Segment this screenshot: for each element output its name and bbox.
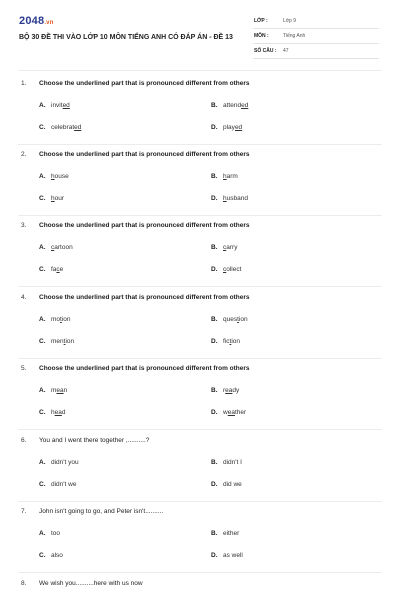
meta-value: Lớp 9 xyxy=(283,18,297,24)
answer-option[interactable] xyxy=(211,244,237,251)
answer-option[interactable] xyxy=(39,552,63,559)
question-number: 4. xyxy=(21,294,27,301)
meta-key: SỐ CÂU : xyxy=(254,48,277,54)
option-letter: A. xyxy=(39,244,46,251)
option-text-part: fic xyxy=(223,338,230,345)
meta-subject xyxy=(253,29,379,44)
option-text xyxy=(223,266,241,273)
option-text-part: play xyxy=(223,124,235,131)
option-text-part: d xyxy=(61,409,66,416)
option-underlined-part: h xyxy=(223,173,227,180)
option-text-part: usband xyxy=(226,195,248,202)
answer-option[interactable] xyxy=(39,409,65,416)
option-text-part: too xyxy=(51,530,61,537)
option-letter: B. xyxy=(211,102,218,109)
option-text xyxy=(51,102,70,109)
option-text xyxy=(51,387,67,394)
option-letter: D. xyxy=(211,124,218,131)
answer-option[interactable] xyxy=(211,102,248,109)
option-letter: B. xyxy=(211,316,218,323)
option-text-part: h xyxy=(51,409,55,416)
option-text xyxy=(223,173,238,180)
option-underlined-part: ed xyxy=(62,102,70,109)
option-letter: D. xyxy=(211,481,218,488)
option-text xyxy=(51,459,79,466)
logo-text: 2048 xyxy=(19,15,45,27)
option-text xyxy=(223,530,239,537)
answer-option[interactable] xyxy=(39,338,74,345)
option-underlined-part: h xyxy=(51,173,55,180)
option-underlined-part: c xyxy=(223,244,227,251)
answer-option[interactable] xyxy=(39,387,67,394)
option-text-part: men xyxy=(51,338,64,345)
option-text xyxy=(51,173,69,180)
meta-value: Tiếng Anh xyxy=(283,33,306,39)
option-letter: C. xyxy=(39,124,46,131)
question-text: John isn't going to go, and Peter isn't.......... xyxy=(39,508,164,515)
option-text-part: mo xyxy=(51,316,61,323)
answer-option[interactable] xyxy=(211,195,248,202)
option-underlined-part: ea xyxy=(56,387,64,394)
option-text xyxy=(51,244,73,251)
option-underlined-part: h xyxy=(223,195,227,202)
meta-key: LỚP : xyxy=(254,18,268,24)
option-text xyxy=(223,409,246,416)
option-letter: C. xyxy=(39,195,46,202)
option-text-part: ion xyxy=(65,338,75,345)
option-underlined-part: t xyxy=(229,338,232,345)
option-text xyxy=(223,195,248,202)
answer-option[interactable] xyxy=(39,530,60,537)
option-letter: C. xyxy=(39,266,46,273)
answer-option[interactable] xyxy=(211,316,248,323)
option-letter: A. xyxy=(39,387,46,394)
option-text xyxy=(51,409,65,416)
question-text: Choose the underlined part that is pronounced different from others xyxy=(39,80,250,87)
option-underlined-part: t xyxy=(237,316,239,323)
option-text-part: attend xyxy=(223,102,242,109)
option-text xyxy=(51,530,60,537)
option-underlined-part: h xyxy=(51,195,55,202)
option-underlined-part: ed xyxy=(74,124,82,131)
option-text-part: w xyxy=(223,409,228,416)
option-text-part: as well xyxy=(223,552,243,559)
option-letter: C. xyxy=(39,552,46,559)
divider xyxy=(18,429,382,430)
option-text-part: ion xyxy=(238,316,248,323)
option-text-part: ouse xyxy=(54,173,69,180)
option-letter: A. xyxy=(39,459,46,466)
option-text xyxy=(51,195,64,202)
option-underlined-part: c xyxy=(223,266,227,273)
option-underlined-part: t xyxy=(60,316,62,323)
answer-option[interactable] xyxy=(39,481,76,488)
option-text xyxy=(223,102,248,109)
option-letter: D. xyxy=(211,338,218,345)
meta-question-count xyxy=(253,44,379,59)
option-letter: D. xyxy=(211,409,218,416)
question-number: 2. xyxy=(21,151,27,158)
option-text-part: arry xyxy=(226,244,238,251)
option-text-part: didn't you xyxy=(51,459,79,466)
divider xyxy=(18,215,382,216)
option-text-part: our xyxy=(54,195,65,202)
meta-grade xyxy=(253,14,379,29)
option-text-part: didn't I xyxy=(223,459,242,466)
option-text-part: artoon xyxy=(54,244,73,251)
answer-option[interactable] xyxy=(211,338,240,345)
option-underlined-part: ea xyxy=(227,409,235,416)
option-underlined-part: c xyxy=(51,244,55,251)
answer-option[interactable] xyxy=(39,316,71,323)
question-number: 6. xyxy=(21,437,27,444)
option-letter: A. xyxy=(39,530,46,537)
question-number: 7. xyxy=(21,508,27,515)
option-underlined-part: ea xyxy=(225,387,233,394)
answer-option[interactable] xyxy=(211,124,242,131)
option-text-part: e xyxy=(59,266,64,273)
option-text-part: either xyxy=(223,530,240,537)
site-logo[interactable] xyxy=(19,15,54,27)
option-text-part: ques xyxy=(223,316,238,323)
option-text-part: dy xyxy=(232,387,240,394)
answer-option[interactable] xyxy=(211,459,242,466)
question-number: 1. xyxy=(21,80,27,87)
option-letter: B. xyxy=(211,459,218,466)
option-underlined-part: c xyxy=(56,266,60,273)
option-text-part: also xyxy=(51,552,63,559)
option-text-part: ion xyxy=(61,316,71,323)
answer-option[interactable] xyxy=(39,124,81,131)
divider xyxy=(18,70,382,71)
option-letter: C. xyxy=(39,481,46,488)
option-letter: D. xyxy=(211,552,218,559)
answer-option[interactable] xyxy=(211,481,242,488)
option-text xyxy=(51,552,63,559)
question-text: Choose the underlined part that is pronounced different from others xyxy=(39,151,250,158)
option-letter: A. xyxy=(39,102,46,109)
option-text-part: fa xyxy=(51,266,57,273)
option-text xyxy=(223,387,239,394)
question-text: We wish you..........here with us now xyxy=(39,580,143,587)
option-letter: D. xyxy=(211,266,218,273)
divider xyxy=(18,144,382,145)
question-text: Choose the underlined part that is pronounced different from others xyxy=(39,222,250,229)
answer-option[interactable] xyxy=(211,409,246,416)
option-text xyxy=(223,552,243,559)
page-title: BỘ 30 ĐỀ THI VÀO LỚP 10 MÔN TIẾNG ANH CÓ ĐÁP ÁN - ĐỀ 13 xyxy=(19,34,233,41)
option-text-part: ion xyxy=(231,338,240,345)
option-text xyxy=(223,244,237,251)
answer-option[interactable] xyxy=(211,530,239,537)
question-number: 8. xyxy=(21,580,27,587)
option-text-part: didn't we xyxy=(51,481,77,488)
answer-option[interactable] xyxy=(39,459,79,466)
option-text xyxy=(223,481,242,488)
option-letter: A. xyxy=(39,173,46,180)
option-letter: C. xyxy=(39,409,46,416)
option-text-part: invit xyxy=(51,102,63,109)
answer-option[interactable] xyxy=(211,173,238,180)
divider xyxy=(18,501,382,502)
option-letter: B. xyxy=(211,173,218,180)
option-text-part: did we xyxy=(223,481,242,488)
answer-option[interactable] xyxy=(211,387,239,394)
option-text-part: n xyxy=(63,387,68,394)
answer-option[interactable] xyxy=(39,195,64,202)
answer-option[interactable] xyxy=(39,244,73,251)
option-text xyxy=(223,124,242,131)
question-text: You and I went there together ,..........? xyxy=(39,437,150,444)
option-text-part: ther xyxy=(234,409,247,416)
divider xyxy=(18,572,382,573)
option-text xyxy=(51,338,74,345)
question-text: Choose the underlined part that is pronounced different from others xyxy=(39,294,250,301)
option-text-part: ollect xyxy=(226,266,242,273)
option-text xyxy=(51,481,76,488)
option-text xyxy=(51,124,81,131)
option-letter: D. xyxy=(211,195,218,202)
answer-option[interactable] xyxy=(39,102,70,109)
option-letter: A. xyxy=(39,316,46,323)
option-text xyxy=(51,266,63,273)
meta-key: MÔN : xyxy=(254,33,269,39)
option-text xyxy=(223,459,242,466)
option-letter: C. xyxy=(39,338,46,345)
option-underlined-part: t xyxy=(63,338,66,345)
answer-option[interactable] xyxy=(211,266,241,273)
logo-suffix: .vn xyxy=(44,20,54,26)
option-text xyxy=(223,338,240,345)
answer-option[interactable] xyxy=(39,173,69,180)
option-text-part: r xyxy=(223,387,226,394)
option-text-part: celebrat xyxy=(51,124,75,131)
option-letter: B. xyxy=(211,387,218,394)
answer-option[interactable] xyxy=(39,266,63,273)
divider xyxy=(18,358,382,359)
question-number: 3. xyxy=(21,222,27,229)
option-text xyxy=(223,316,248,323)
option-underlined-part: ed xyxy=(241,102,249,109)
option-letter: B. xyxy=(211,530,218,537)
option-underlined-part: ea xyxy=(54,409,62,416)
option-underlined-part: ed xyxy=(234,124,243,131)
option-text-part: m xyxy=(51,387,57,394)
question-text: Choose the underlined part that is pronounced different from others xyxy=(39,365,250,372)
option-text-part: arm xyxy=(226,173,238,180)
divider xyxy=(18,286,382,287)
answer-option[interactable] xyxy=(211,552,243,559)
option-letter: B. xyxy=(211,244,218,251)
question-number: 5. xyxy=(21,365,27,372)
meta-value: 47 xyxy=(283,48,289,54)
option-text xyxy=(51,316,71,323)
